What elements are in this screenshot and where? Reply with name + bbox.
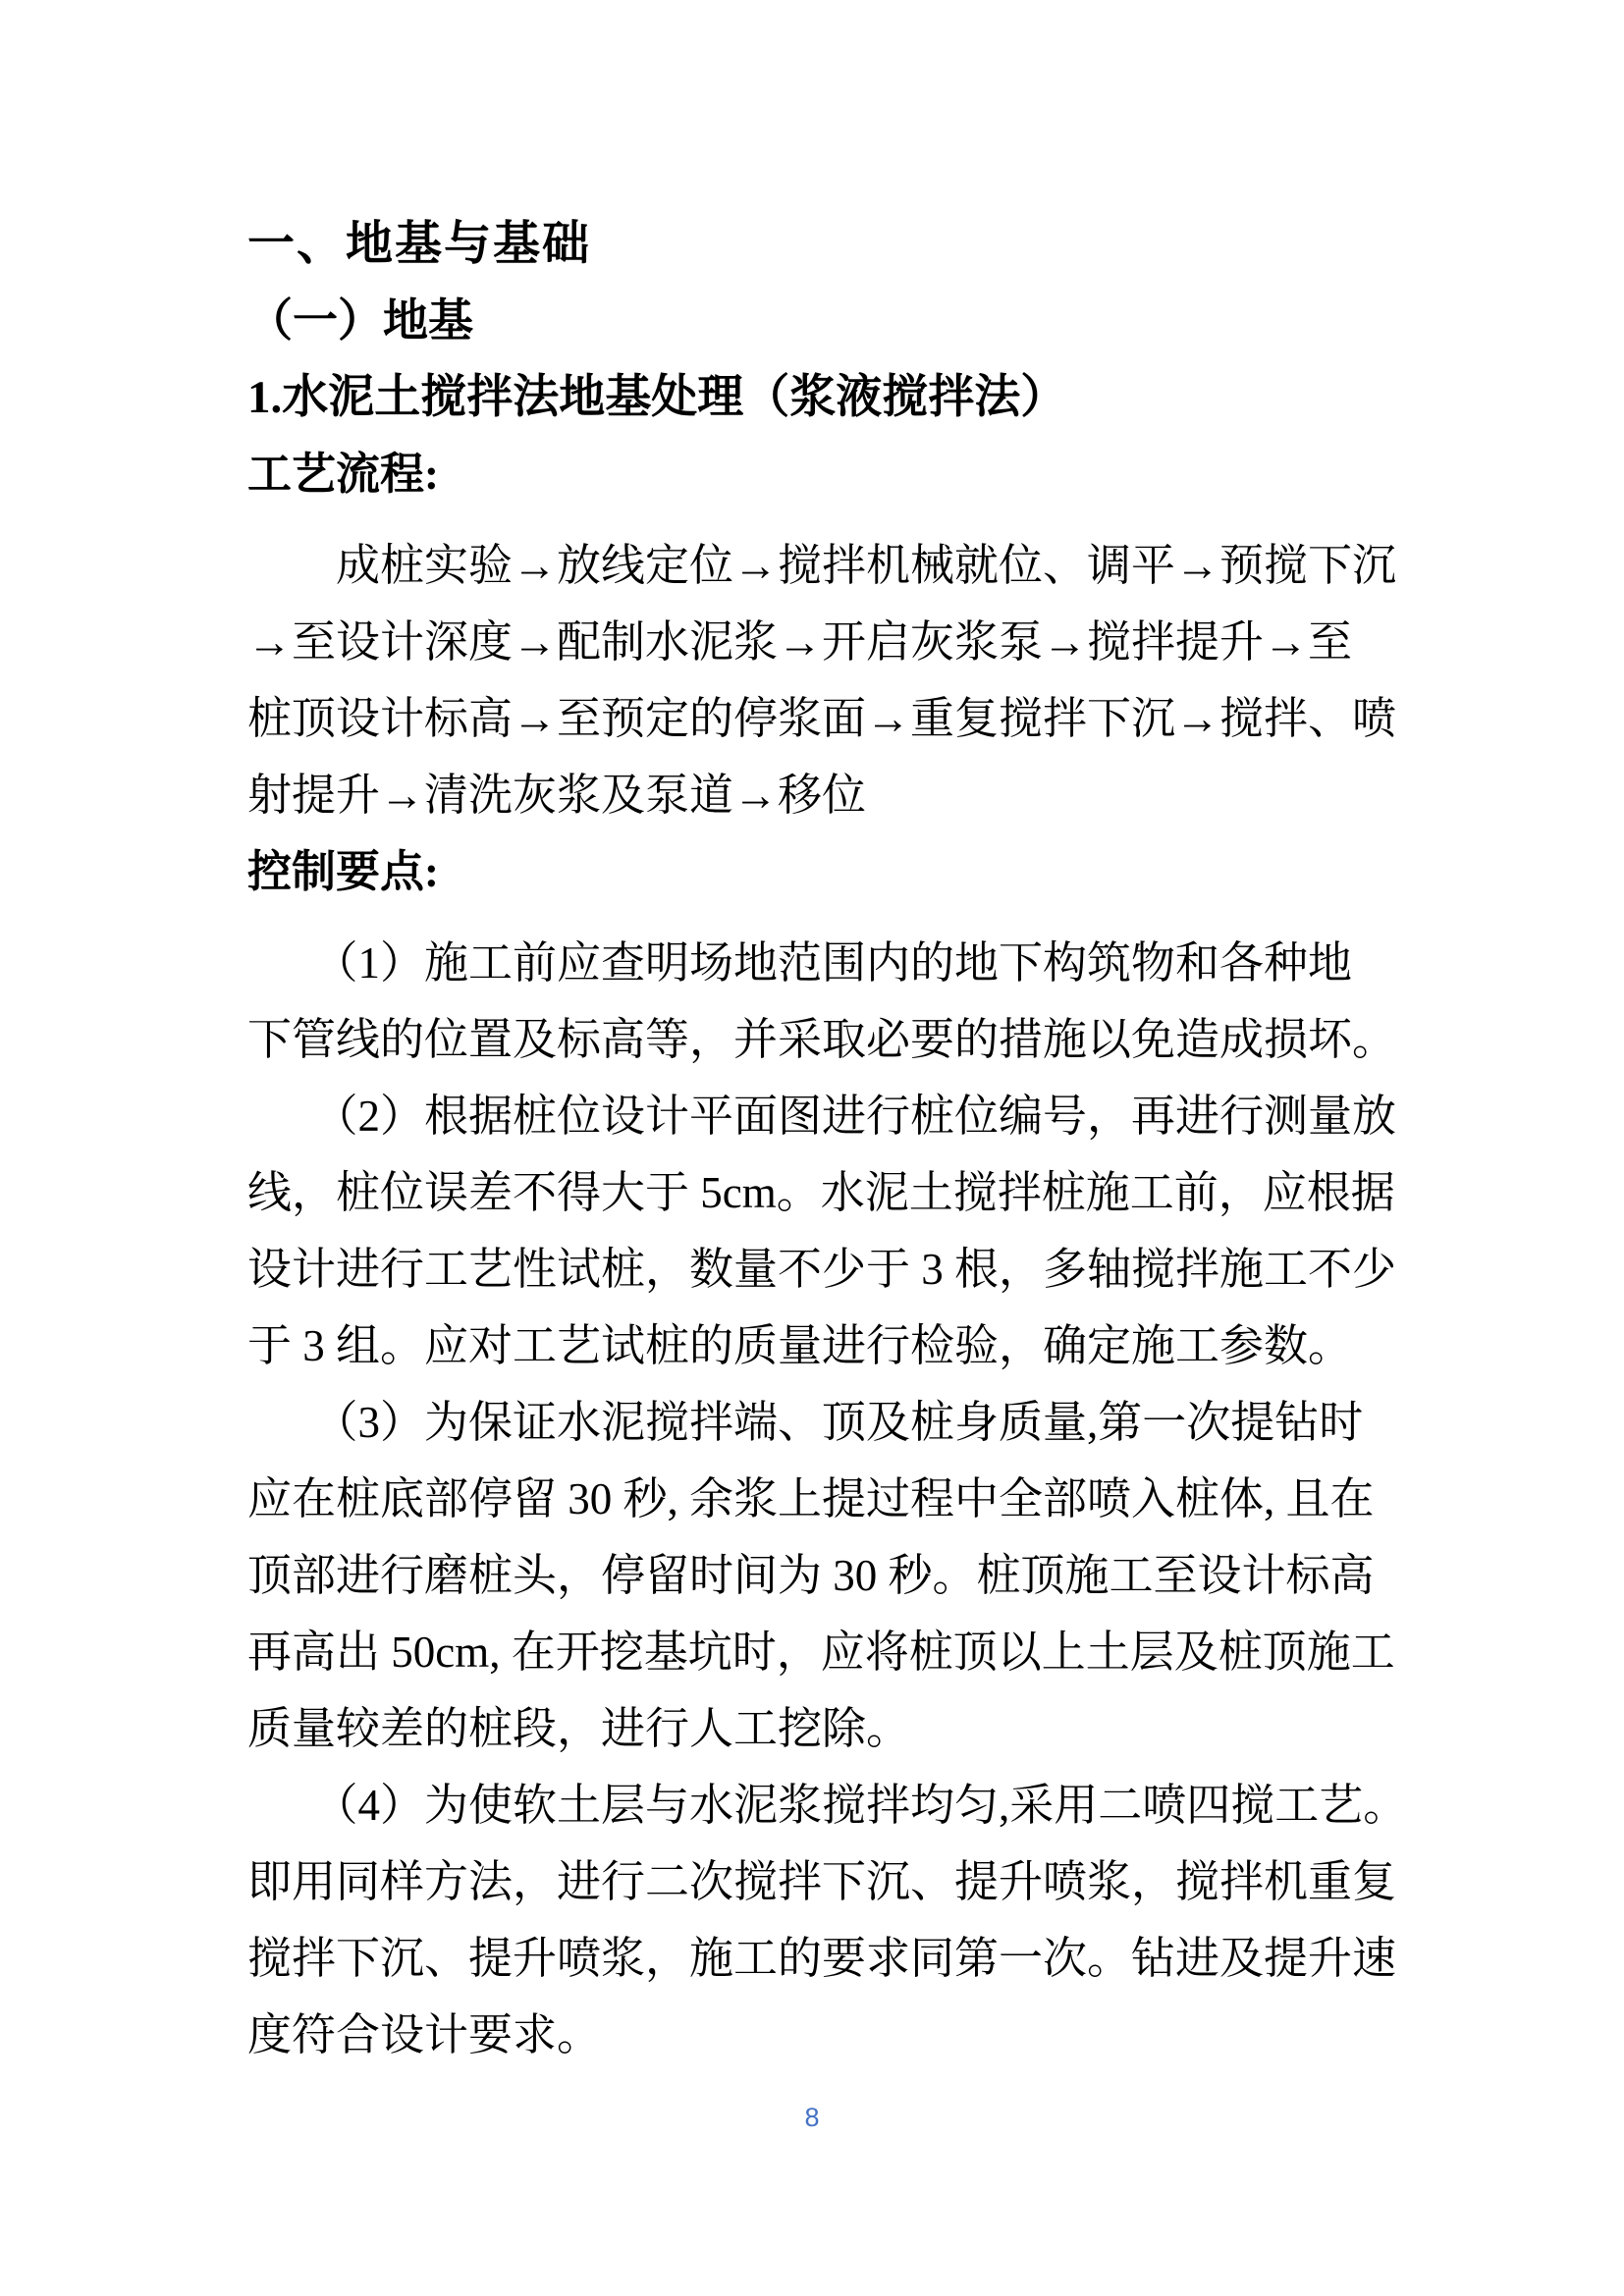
text-line: 设计进行工艺性试桩，数量不少于 3 根，多轴搅拌施工不少: [247, 1245, 1397, 1294]
heading-section: （一）地基: [247, 295, 473, 346]
text-line: 再高出 50cm, 在开挖基坑时，应将桩顶以上土层及桩顶施工: [247, 1628, 1395, 1677]
text-line: （2）根据桩位设计平面图进行桩位编号，再进行测量放: [247, 1092, 1397, 1141]
text-line: 成桩实验→放线定位→搅拌机械就位、调平→预搅下沉: [247, 541, 1397, 590]
heading-chapter: 一、地基与基础: [247, 218, 592, 270]
text-line: 下管线的位置及标高等，并采取必要的措施以免造成损坏。: [247, 1015, 1397, 1064]
text-line: 线，桩位误差不得大于 5cm。水泥土搅拌桩施工前，应根据: [247, 1168, 1395, 1217]
paragraph-label: 工艺流程:: [247, 450, 439, 499]
text-line: （4）为使软土层与水泥浆搅拌均匀,采用二喷四搅工艺。: [247, 1781, 1408, 1830]
text-line: 搅拌下沉、提升喷浆，施工的要求同第一次。钻进及提升速: [247, 1934, 1397, 1983]
text-line: （1）施工前应查明场地范围内的地下构筑物和各种地: [247, 938, 1353, 988]
text-line: 质量较差的桩段，进行人工挖除。: [247, 1704, 911, 1753]
document-body: [247, 436, 1428, 2073]
text-line: →至设计深度→配制水泥浆→开启灰浆泵→搅拌提升→至: [247, 617, 1353, 667]
heading-item: 1.水泥土搅拌法地基处理（浆液搅拌法）: [247, 372, 1067, 423]
text-line: 度符合设计要求。: [247, 2010, 602, 2059]
text-line: 即用同样方法，进行二次搅拌下沉、提升喷浆，搅拌机重复: [247, 1857, 1397, 1906]
text-line: 于 3 组。应对工艺试桩的质量进行检验，确定施工参数。: [247, 1321, 1353, 1370]
text-line: 桩顶设计标高→至预定的停浆面→重复搅拌下沉→搅拌、喷: [247, 694, 1397, 743]
text-line: （3）为保证水泥搅拌端、顶及桩身质量,第一次提钻时: [247, 1398, 1364, 1447]
text-line: 应在桩底部停留 30 秒, 余浆上提过程中全部喷入桩体, 且在: [247, 1474, 1375, 1523]
page-number: 8: [804, 2103, 820, 2132]
text-line: 射提升→清洗灰浆及泵道→移位: [247, 771, 867, 820]
text-line: 顶部进行磨桩头，停留时间为 30 秒。桩顶施工至设计标高: [247, 1551, 1375, 1600]
paragraph-label: 控制要点:: [247, 847, 439, 896]
